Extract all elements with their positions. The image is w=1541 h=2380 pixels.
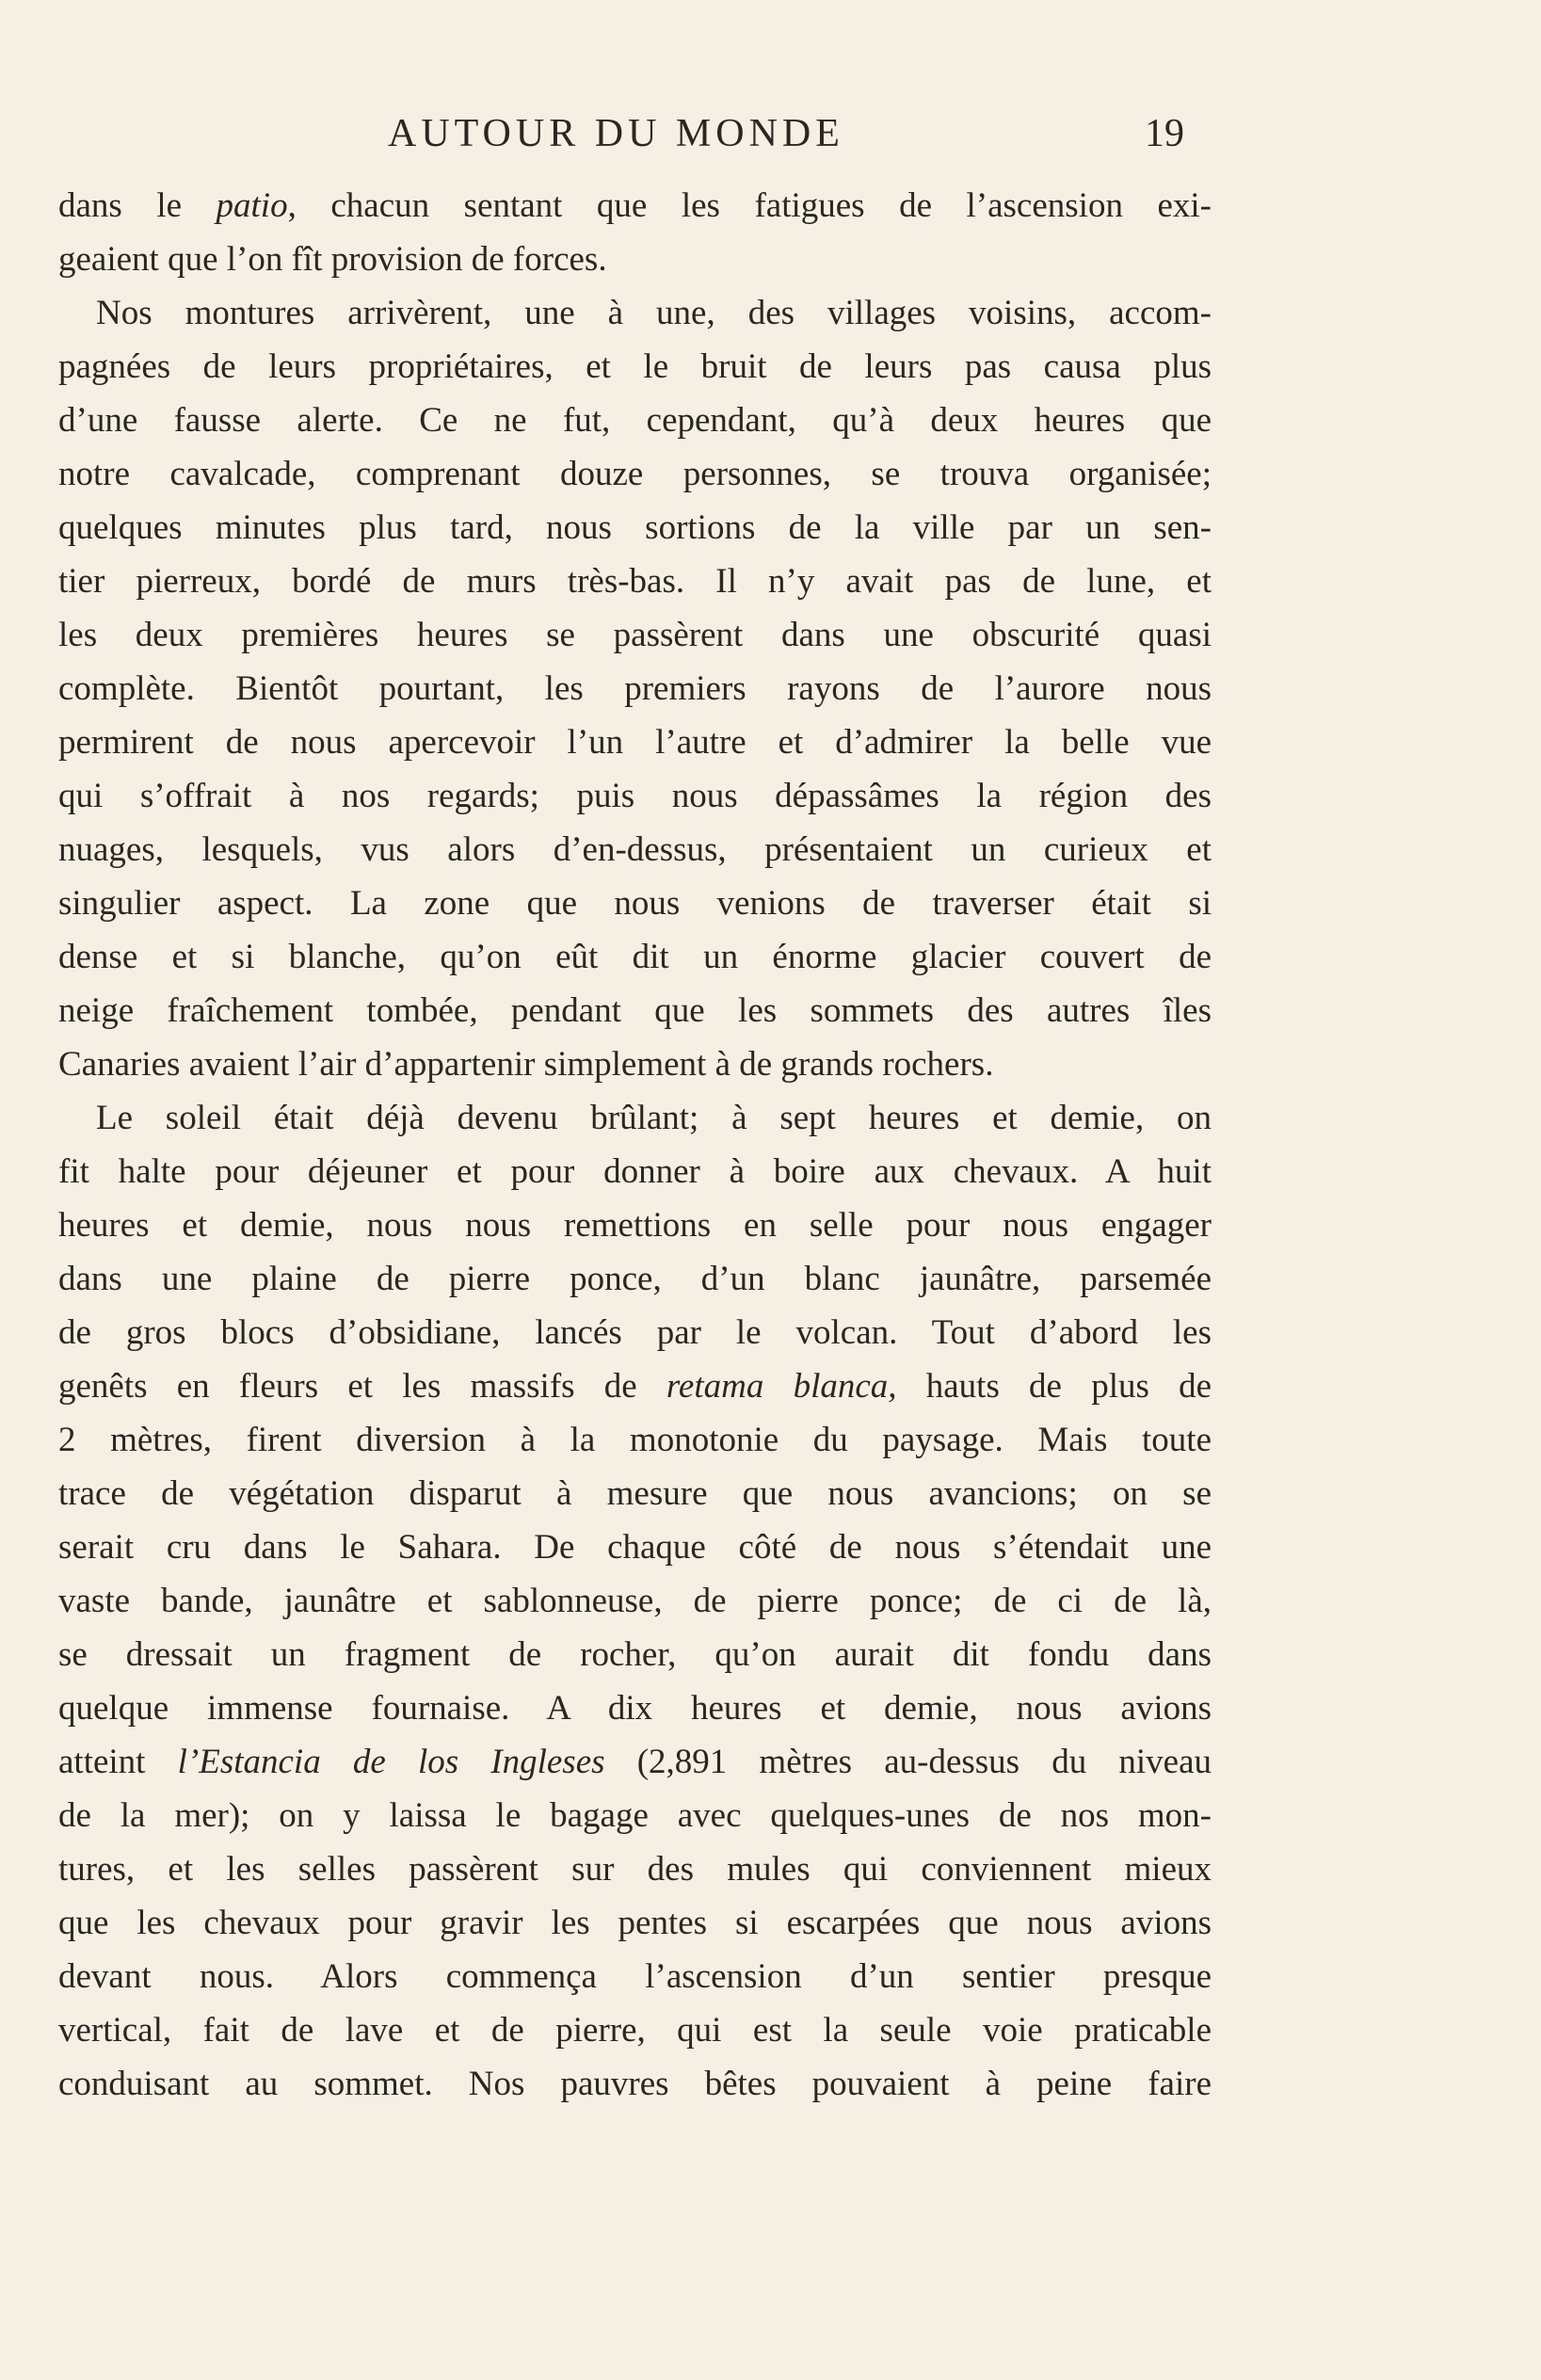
text-segment: d’une fausse alerte. Ce ne fut, cependant, qu’à deux heures que	[58, 401, 1212, 440]
text-segment: neige fraîchement tombée, pendant que les sommets des autres îles	[58, 991, 1212, 1030]
text-line	[58, 447, 1212, 501]
text-segment: nuages, lesquels, vus alors d’en-dessus, présentaient un curieux et	[58, 830, 1212, 869]
italic-text: retama blanca,	[666, 1367, 897, 1406]
text-line	[58, 930, 1212, 984]
text-line	[58, 823, 1212, 876]
text-line	[58, 1520, 1212, 1574]
text-line	[58, 1359, 1212, 1413]
text-line	[58, 1252, 1212, 1306]
text-segment: serait cru dans le Sahara. De chaque côté de nous s’étendait une	[58, 1528, 1212, 1567]
italic-text: l’Estancia de los Ingleses	[177, 1743, 605, 1781]
text-line	[58, 2057, 1212, 2111]
text-segment: geaient que l’on fît provision de forces.	[58, 240, 607, 279]
text-segment: dense et si blanche, qu’on eût dit un énorme glacier couvert de	[58, 938, 1212, 976]
text-segment: complète. Bientôt pourtant, les premiers rayons de l’aurore nous	[58, 669, 1212, 708]
text-segment: vaste bande, jaunâtre et sablonneuse, de pierre ponce; de ci de là,	[58, 1582, 1212, 1620]
text-line	[58, 876, 1212, 930]
text-segment: de la mer); on y laissa le bagage avec quelques-unes de nos mon-	[58, 1796, 1212, 1835]
text-segment: trace de végétation disparut à mesure que nous avancions; on se	[58, 1474, 1212, 1513]
text-segment: de gros blocs d’obsidiane, lancés par le volcan. Tout d’abord les	[58, 1313, 1212, 1352]
text-segment: se dressait un fragment de rocher, qu’on aurait dit fondu dans	[58, 1635, 1212, 1674]
text-line	[58, 286, 1212, 340]
text-segment: devant nous. Alors commença l’ascension d’un sentier presque	[58, 1957, 1212, 1996]
text-segment: heures et demie, nous nous remettions en selle pour nous engager	[58, 1206, 1212, 1245]
body-text	[58, 179, 1212, 2111]
text-segment: conduisant au sommet. Nos pauvres bêtes pouvaient à peine faire	[58, 2065, 1212, 2103]
text-line	[58, 716, 1212, 769]
text-line	[58, 2003, 1212, 2057]
text-line	[58, 1037, 1212, 1091]
text-segment: dans une plaine de pierre ponce, d’un blanc jaunâtre, parsemée	[58, 1260, 1212, 1298]
text-segment: dans le	[58, 186, 217, 225]
text-segment: Le soleil était déjà devenu brûlant; à sept heures et demie, on	[96, 1099, 1212, 1137]
text-segment: que les chevaux pour gravir les pentes si escarpées que nous avions	[58, 1904, 1212, 1942]
text-line	[58, 501, 1212, 555]
text-line	[58, 1413, 1212, 1467]
text-line	[58, 1306, 1212, 1359]
text-line	[58, 394, 1212, 447]
text-segment: genêts en fleurs et les massifs de	[58, 1367, 666, 1406]
page-number: 19	[1145, 112, 1184, 155]
text-segment: hauts de plus de	[896, 1367, 1212, 1406]
text-segment: tures, et les selles passèrent sur des mules qui conviennent mieux	[58, 1850, 1212, 1889]
text-line	[58, 1198, 1212, 1252]
text-segment: notre cavalcade, comprenant douze personnes, se trouva organisée;	[58, 455, 1212, 493]
text-segment: pagnées de leurs propriétaires, et le bruit de leurs pas causa plus	[58, 347, 1212, 386]
text-line	[58, 233, 1212, 286]
text-line	[58, 1628, 1212, 1681]
text-segment: Canaries avaient l’air d’appartenir simplement à de grands rochers.	[58, 1045, 994, 1084]
text-segment: vertical, fait de lave et de pierre, qui est la seule voie praticable	[58, 2011, 1212, 2050]
text-segment: quelque immense fournaise. A dix heures et demie, nous avions	[58, 1689, 1212, 1728]
text-segment: qui s’offrait à nos regards; puis nous dépassâmes la région des	[58, 777, 1212, 815]
text-segment: permirent de nous apercevoir l’un l’autre et d’admirer la belle vue	[58, 723, 1212, 762]
text-segment: fit halte pour déjeuner et pour donner à boire aux chevaux. A huit	[58, 1152, 1212, 1191]
text-line	[58, 340, 1212, 394]
text-line	[58, 769, 1212, 823]
text-line	[58, 1681, 1212, 1735]
text-segment: les deux premières heures se passèrent dans une obscurité quasi	[58, 616, 1212, 654]
text-line	[58, 984, 1212, 1037]
text-line	[58, 1091, 1212, 1145]
text-line	[58, 1735, 1212, 1789]
running-title: AUTOUR DU MONDE	[388, 112, 844, 155]
text-line	[58, 1789, 1212, 1842]
italic-text: patio	[216, 186, 288, 225]
text-line	[58, 1467, 1212, 1520]
text-segment: atteint	[58, 1743, 178, 1781]
text-line	[58, 1896, 1212, 1950]
text-line	[58, 179, 1212, 233]
text-segment: 2 mètres, firent diversion à la monotonie du paysage. Mais toute	[58, 1421, 1212, 1459]
text-line	[58, 1842, 1212, 1896]
text-line	[58, 1574, 1212, 1628]
text-line	[58, 555, 1212, 608]
text-line	[58, 1145, 1212, 1198]
text-segment: Nos montures arrivèrent, une à une, des villages voisins, accom-	[96, 294, 1212, 332]
text-line	[58, 608, 1212, 662]
text-line	[58, 1950, 1212, 2003]
text-segment: , chacun sentant que les fatigues de l’ascension exi-	[287, 186, 1212, 225]
text-line	[58, 662, 1212, 716]
text-segment: tier pierreux, bordé de murs très-bas. Il n’y avait pas de lune, et	[58, 562, 1212, 601]
text-segment: (2,891 mètres au-dessus du niveau	[604, 1743, 1212, 1781]
page-header	[0, 105, 1541, 162]
text-segment: singulier aspect. La zone que nous venions de traverser était si	[58, 884, 1212, 923]
text-segment: quelques minutes plus tard, nous sortions de la ville par un sen-	[58, 508, 1212, 547]
